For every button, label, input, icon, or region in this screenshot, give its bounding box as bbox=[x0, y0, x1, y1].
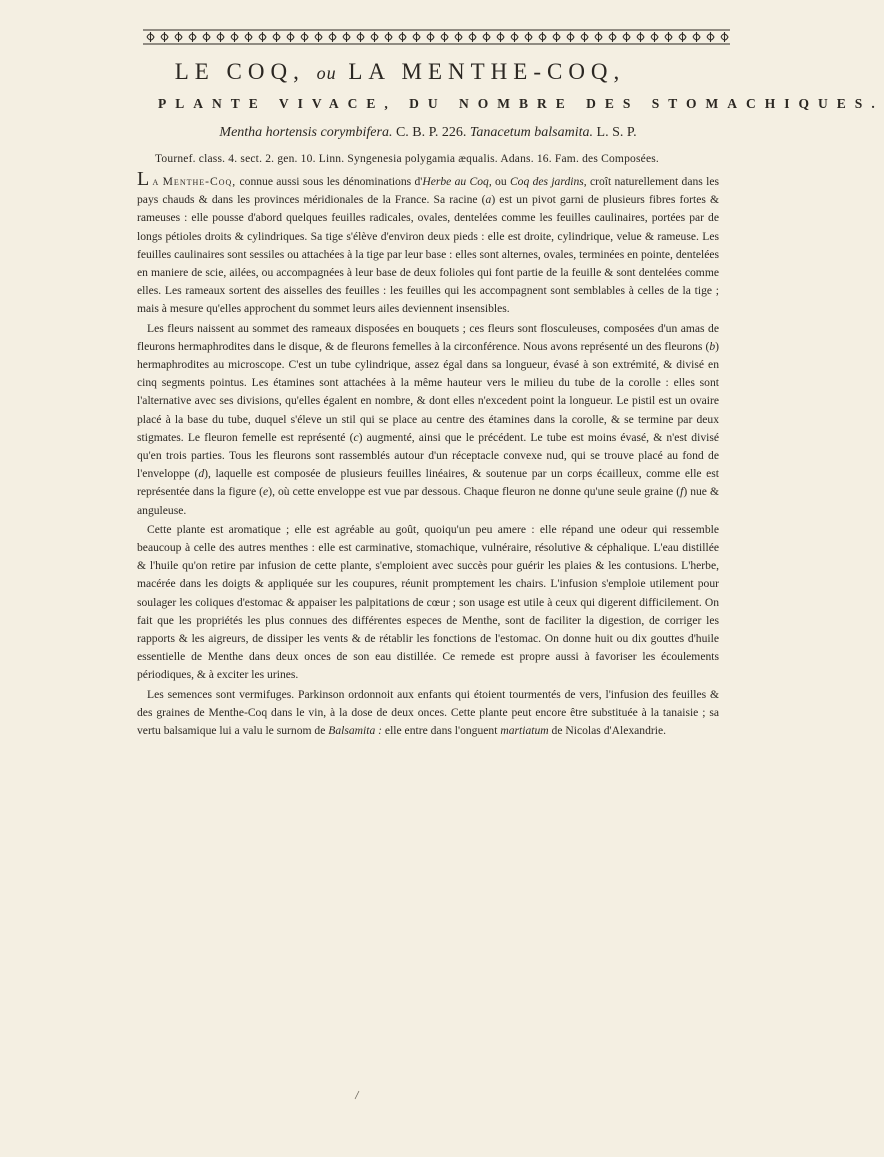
synonym-line bbox=[0, 124, 856, 142]
article-small: a bbox=[152, 175, 160, 188]
ornamental-band-icon bbox=[143, 28, 730, 46]
text-span: ) augmenté, ainsi que le précédent. Le tube est moins évasé, & n'est divisé qu'en trois parties. Tous les fleurons sont rassemblés autour d'un réceptacle convexe nud, qui se trouve placé au fond de l'enveloppe ( bbox=[137, 430, 720, 481]
figure-ref: b bbox=[709, 339, 716, 353]
text-span: , ou bbox=[488, 175, 510, 188]
italic-term: Balsamita : bbox=[328, 724, 383, 738]
figure-ref: c bbox=[353, 430, 359, 444]
synonym-ref-1: C. B. P. 226. bbox=[395, 125, 467, 140]
title-rest: LA MENTHE-COQ, bbox=[348, 59, 626, 84]
italic-term: Herbe au Coq bbox=[422, 175, 489, 188]
figure-ref: e bbox=[263, 485, 269, 499]
title-conjunction: ou bbox=[316, 63, 337, 83]
synonym-latin-2: Tanacetum balsamita. bbox=[469, 125, 594, 140]
figure-ref: d bbox=[198, 467, 205, 481]
plant-name: Menthe-Coq, bbox=[162, 175, 237, 188]
text-span: ), laquelle est composée de plusieurs feuilles linéaires, & soutenue par un corps écailleux, comme elle est représentée dans la figure ( bbox=[137, 467, 719, 499]
italic-term: martiatum bbox=[500, 724, 549, 738]
text-span: ) hermaphrodites au microscope. C'est un tube cylindrique, assez égal dans sa longueur, évasé à son extrémité, & divisé en cinq segments pointus. Les étamines sont attachées à la même hauteur vers le milieu du tube de la corolle : elles sont l'alternative avec ses divisions, qu'elles égalent en nombre, & dont elles n'excedent point la longueur. Le pistil est un ovaire placé à la base du tube, duquel s'éleve un stil qui se place au centre des étamines dans la corolle, & se termine par deux stigmates. Le fleuron femelle est représenté ( bbox=[137, 339, 719, 444]
page-title bbox=[0, 58, 800, 87]
italic-term: Coq des jardins bbox=[509, 175, 584, 188]
synonym-ref-2: L. S. P. bbox=[596, 125, 637, 140]
text-span: ) nue & anguleuse. bbox=[137, 485, 719, 517]
title-main: LE COQ, bbox=[174, 59, 305, 84]
text-span: ), où cette enveloppe est vue par dessous. Chaque fleuron ne donne qu'une seule graine ( bbox=[268, 485, 681, 499]
drop-cap: L bbox=[137, 168, 150, 190]
text-span: connue aussi sous les dénominations d' bbox=[236, 175, 423, 188]
text-span: elle entre dans l'onguent bbox=[382, 724, 501, 738]
figure-ref: f bbox=[680, 485, 684, 499]
classification-line: Tournef. class. 4. sect. 2. gen. 10. Linn. Syngenesia polygamia æqualis. Adans. 16. Fam. des Composées. bbox=[155, 153, 660, 165]
paragraph-seeds bbox=[137, 686, 719, 741]
paragraph-description bbox=[137, 168, 719, 319]
figure-ref: a bbox=[485, 193, 492, 207]
page-subtitle: PLANTE VIVACE, DU NOMBRE DES STOMACHIQUES. bbox=[158, 96, 884, 111]
paragraph-properties: Cette plante est aromatique ; elle est agréable au goût, quoiqu'un peu amere : elle répand une odeur qui ressemble beaucoup à celle des autres menthes : elle est carminative, stomachique, vulnéraire, résolutive & céphalique. L'eau distillée & l'huile qu'on retire par infusion de cette plante, s'emploient avec succès pour guérir les plaies & les contusions. L'herbe, macérée dans les doigts & appliquée sur les coupures, réunit promptement les chairs. L'infusion s'emploie utilement pour soulager les coliques d'estomac & appaiser les palpitations de cœur ; son usage est utile à ceux qui digerent difficilement. On fait que les propriétés les plus connues des différentes especes de Menthe, sont de faciliter la digestion, de corriger les rapports & les aigreurs, de dissiper les vents & de rétablir les fonctions de l'estomac. On donne huit ou dix gouttes d'huile essentielle de Menthe dans deux onces de son eau distillée. Ce remede est propre aussi à favoriser les écoulements périodiques, & à exciter les urines. bbox=[137, 522, 719, 682]
text-span: de Nicolas d'Alexandrie. bbox=[548, 724, 666, 738]
paragraph-flowers bbox=[137, 320, 719, 520]
tick-mark-icon bbox=[352, 1090, 362, 1100]
text-span: Les fleurs naissent au sommet des rameaux disposées en bouquets ; ces fleurs sont flosculeuses, composées d'un amas de fleurons hermaphrodites dans le disque, & de fleurons femelles à la circonférence. Nous avons représenté un des fleurons ( bbox=[137, 321, 719, 353]
body-text bbox=[137, 168, 720, 740]
text-span: Les semences sont vermifuges. Parkinson ordonnoit aux enfants qui étoient tourmentés de vers, l'infusion des feuilles & des graines de Menthe-Coq dans le vin, à la dose de deux onces. Cette plante peut encore être substituée à la tanaisie ; sa vertu balsamique lui a valu le surnom de bbox=[137, 687, 719, 738]
text-span: ) est un pivot garni de plusieurs fibres fortes & rameuses : elle pousse d'abord quelques feuilles radicales, ovales, dentelées comme les feuilles caulinaires, portées par de longs pétioles droits & cylindriques. Sa tige s'élève d'environ deux pieds : elle est droite, cylindrique, velue & rameuse. Les feuilles caulinaires sont sessiles ou attachées à la tige par leur base : elles sont alternes, ovales, terminées en pointe, dentelées en maniere de scie, ailées, ou accompagnées à leur base de deux folioles qui font partie de la feuille & sont dentelées comme elles. Les rameaux sortent des aisselles des feuilles : les feuilles qui les accompagnent sont semblables à celles de la tige ; mais à mesure qu'elles approchent du sommet leurs ailes deviennent insensibles. bbox=[137, 193, 719, 316]
text-span: , croît naturellement dans les pays chauds & dans les provinces méridionales de la France. Sa racine ( bbox=[137, 175, 719, 207]
synonym-latin-1: Mentha hortensis corymbifera. bbox=[219, 125, 393, 140]
